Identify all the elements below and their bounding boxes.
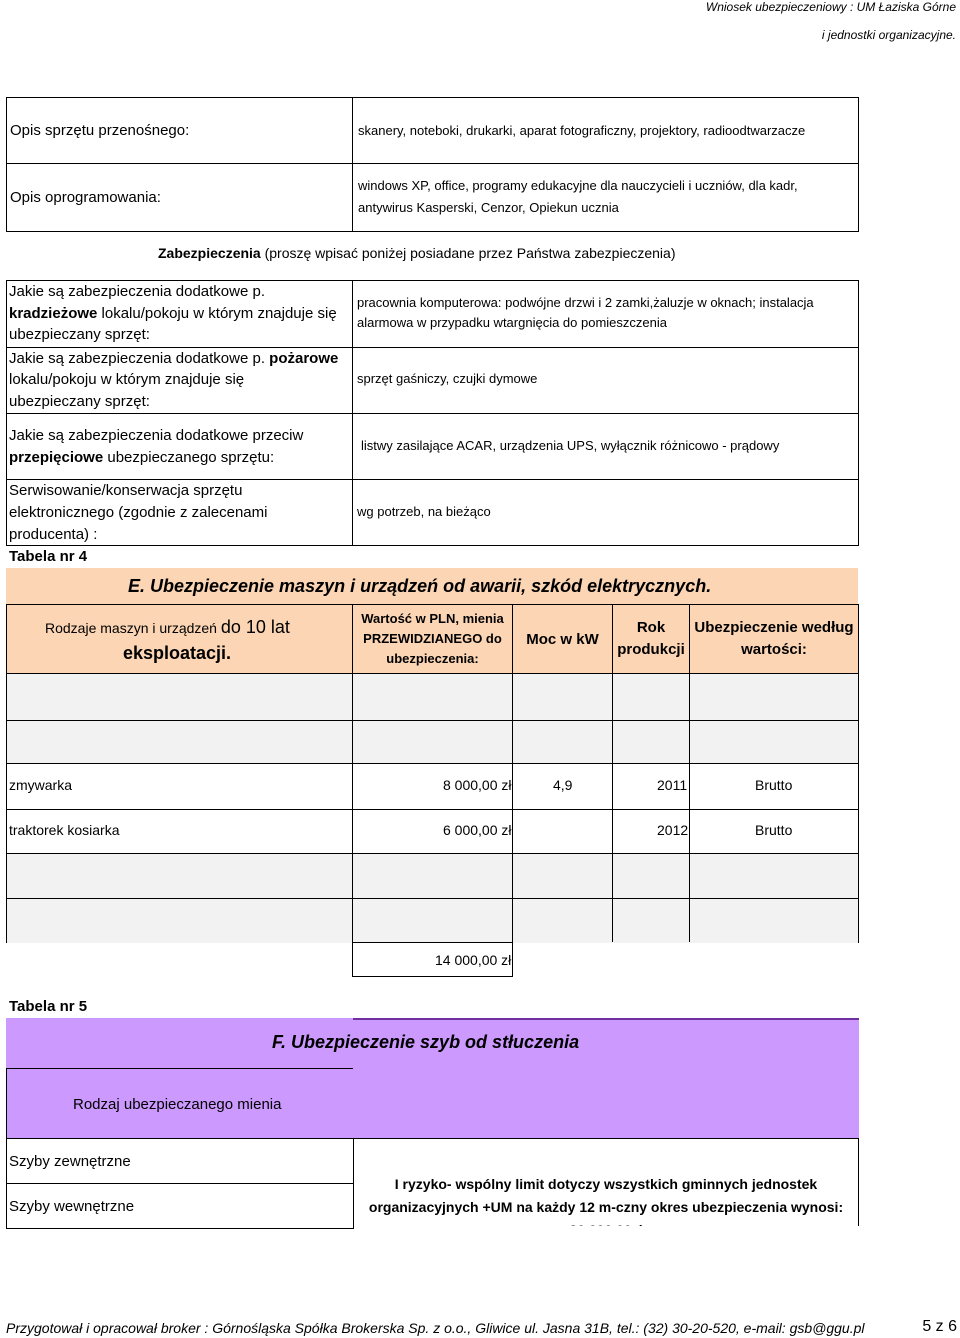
- table4-header-value-l3: ubezpieczenia:: [386, 651, 479, 666]
- software-value-line1: windows XP, office, programy edukacyjne dla nauczycieli i uczniów, dla kadr,: [358, 178, 798, 193]
- theft-label-line1: Jakie są zabezpieczenia dodatkowe p.: [9, 283, 265, 300]
- software-value-line2: antywirus Kasperski, Cenzor, Opiekun ucznia: [358, 200, 619, 215]
- table4-empty-row: [7, 721, 858, 763]
- table5-title: F. Ubezpieczenie szyb od stłuczenia: [272, 1032, 580, 1052]
- table4-row1-name: zmywarka: [9, 777, 73, 793]
- table4-row1-year: 2011: [657, 777, 688, 793]
- table4-total: 14 000,00 zł: [435, 952, 512, 968]
- table4-header-type-line1: [45, 617, 290, 638]
- table4-header-power-text: Moc w kW: [526, 630, 599, 648]
- fire-label-line2: lokalu/pokoju w którym znajduje się: [9, 371, 245, 388]
- theft-rest: lokalu/pokoju w którym znajduje się: [97, 305, 337, 322]
- security-heading-bold: Zabezpieczenia: [158, 245, 261, 261]
- table4-row2-basis: Brutto: [755, 822, 793, 838]
- surge-label-line1: Jakie są zabezpieczenia dodatkowe przeciw: [9, 427, 304, 444]
- service-label-line2: elektronicznego (zgodnie z zalecenami: [9, 504, 268, 521]
- table4-col-divider: [689, 674, 690, 942]
- fire-bold: pożarowe: [269, 350, 339, 367]
- table4-empty-row: [7, 854, 858, 898]
- service-value-cell: [352, 479, 859, 546]
- service-label-cell: [6, 479, 353, 546]
- theft-value-line2: alarmowa w przypadku wtargnięcia do pomieszczenia: [357, 315, 667, 330]
- table4-header-value-l1: Wartość w PLN, mienia: [361, 611, 504, 626]
- fire-label-text: Jakie są zabezpieczenia dodatkowe p.: [9, 350, 270, 367]
- table5-note-line1: I ryzyko- wspólny limit dotyczy wszystkich gminnych jednostek: [394, 1176, 818, 1192]
- table5-header-type: [6, 1068, 354, 1139]
- table4-header-power: [512, 604, 613, 674]
- security-heading-rest: (proszę wpisać poniżej posiadane przez Państwa zabezpieczenia): [260, 245, 676, 261]
- table4-header-type-part2: do 10 lat: [220, 617, 290, 637]
- portable-label: Opis sprzętu przenośnego:: [10, 122, 190, 139]
- table4-header-type: [6, 604, 353, 674]
- table4-row2-value: 6 000,00 zł: [443, 822, 512, 838]
- footer-text: Przygotował i opracował broker : Górnośląska Spółka Brokerska Sp. z o.o., Gliwice ul. Jasna 31B, tel.: (32) 30-20-520, e-mail: gsb@ggu.pl: [6, 1320, 865, 1336]
- table4-label: Tabela nr 4: [9, 548, 88, 565]
- table4-header-basis-l2: wartości:: [741, 641, 807, 658]
- portable-label-cell: [6, 97, 353, 164]
- table4-header-year: [612, 604, 690, 674]
- table4-header-type-line2: eksploatacji.: [123, 643, 232, 663]
- table5-note-clip: [354, 1226, 859, 1238]
- table4-header-type-part1: Rodzaje maszyn i urządzeń: [45, 620, 221, 636]
- service-value: wg potrzeb, na bieżąco: [357, 504, 491, 519]
- table4-header-value-l2: PRZEWIDZIANEGO do: [363, 631, 502, 646]
- theft-label-cell: [6, 280, 353, 348]
- table5-row1: [6, 1138, 354, 1184]
- table4-row1-value: 8 000,00 zł: [443, 777, 512, 793]
- table5-title-rule: [353, 1018, 859, 1020]
- table4-row2-year: 2012: [657, 822, 689, 838]
- page-number: 5 z 6: [922, 1318, 957, 1335]
- table4-row1-power: 4,9: [553, 777, 573, 793]
- fire-label-line1: [9, 350, 338, 367]
- table5-note-cell: [353, 1138, 859, 1229]
- table5-row2-label: Szyby wewnętrzne: [9, 1198, 135, 1215]
- surge-label-cell: [6, 413, 353, 480]
- table4-empty-row: [7, 674, 858, 720]
- theft-label-line3: ubezpieczany sprzęt:: [9, 326, 150, 343]
- surge-value: listwy zasilające ACAR, urządzenia UPS, wyłącznik różnicowo - prądowy: [361, 438, 780, 453]
- table4-body: [6, 673, 859, 943]
- table4-header-year-l1: Rok: [636, 619, 666, 636]
- table4-header-basis-l1: Ubezpieczenie według: [694, 619, 854, 636]
- table4-header-basis: [689, 604, 859, 674]
- surge-value-cell: [352, 413, 859, 480]
- table4-row1-basis: Brutto: [755, 777, 793, 793]
- software-label-cell: [6, 163, 353, 232]
- portable-value-cell: [352, 97, 859, 164]
- table4-title-bar: [6, 568, 858, 604]
- table4-total-cell: [352, 942, 513, 977]
- fire-label-line3: ubezpieczany sprzęt:: [9, 393, 150, 410]
- table4-header-year-text: [613, 617, 689, 661]
- table5-row2: [6, 1183, 354, 1229]
- fire-value-cell: [352, 347, 859, 414]
- surge-rest: ubezpieczanego sprzętu:: [103, 449, 275, 466]
- theft-value-cell: [352, 280, 859, 348]
- header-subtitle: i jednostki organizacyjne.: [821, 28, 956, 42]
- table4-title: E. Ubezpieczenie maszyn i urządzeń od awarii, szkód elektrycznych.: [128, 576, 712, 596]
- theft-bold: kradzieżowe: [9, 305, 98, 322]
- service-label-line3: producenta) :: [9, 526, 98, 543]
- table5-header-fill: [353, 1068, 859, 1139]
- table4-row2-name: traktorek kosiarka: [9, 822, 120, 838]
- theft-label-line2: [9, 305, 337, 322]
- table4-col-divider: [352, 674, 353, 942]
- fire-label-cell: [6, 347, 353, 414]
- software-value-cell: [352, 163, 859, 232]
- table4-col-divider: [612, 674, 613, 942]
- software-label: Opis oprogramowania:: [10, 189, 161, 206]
- table4-header-value-text: [353, 609, 512, 669]
- table4-col-divider: [512, 674, 513, 942]
- portable-value: skanery, noteboki, drukarki, aparat fotograficzny, projektory, radioodtwarzacze: [358, 123, 806, 138]
- fire-value: sprzęt gaśniczy, czujki dymowe: [357, 371, 538, 386]
- table5-row1-label: Szyby zewnętrzne: [9, 1153, 131, 1170]
- table4-header-basis-text: [690, 617, 858, 661]
- table5-title-bar: [6, 1018, 859, 1068]
- theft-value-line1: pracownia komputerowa: podwójne drzwi i 2 zamki,żaluzje w oknach; instalacja: [357, 295, 814, 310]
- surge-label-line2: [9, 449, 274, 466]
- table4-header-year-l2: produkcji: [617, 641, 685, 658]
- table4-empty-row: [7, 899, 858, 943]
- table5-note-line2: organizacyjnych +UM na każdy 12 m-czny okres ubezpieczenia wynosi:: [368, 1199, 844, 1215]
- table5-label: Tabela nr 5: [9, 998, 88, 1015]
- security-heading: [158, 245, 676, 261]
- table5-header-type-text: Rodzaj ubezpieczanego mienia: [73, 1096, 282, 1113]
- service-label-line1: Serwisowanie/konserwacja sprzętu: [9, 482, 243, 499]
- table4-header-value: [352, 604, 513, 674]
- header-title: Wniosek ubezpieczeniowy : UM Łaziska Górne: [705, 0, 956, 14]
- surge-bold: przepięciowe: [9, 449, 104, 466]
